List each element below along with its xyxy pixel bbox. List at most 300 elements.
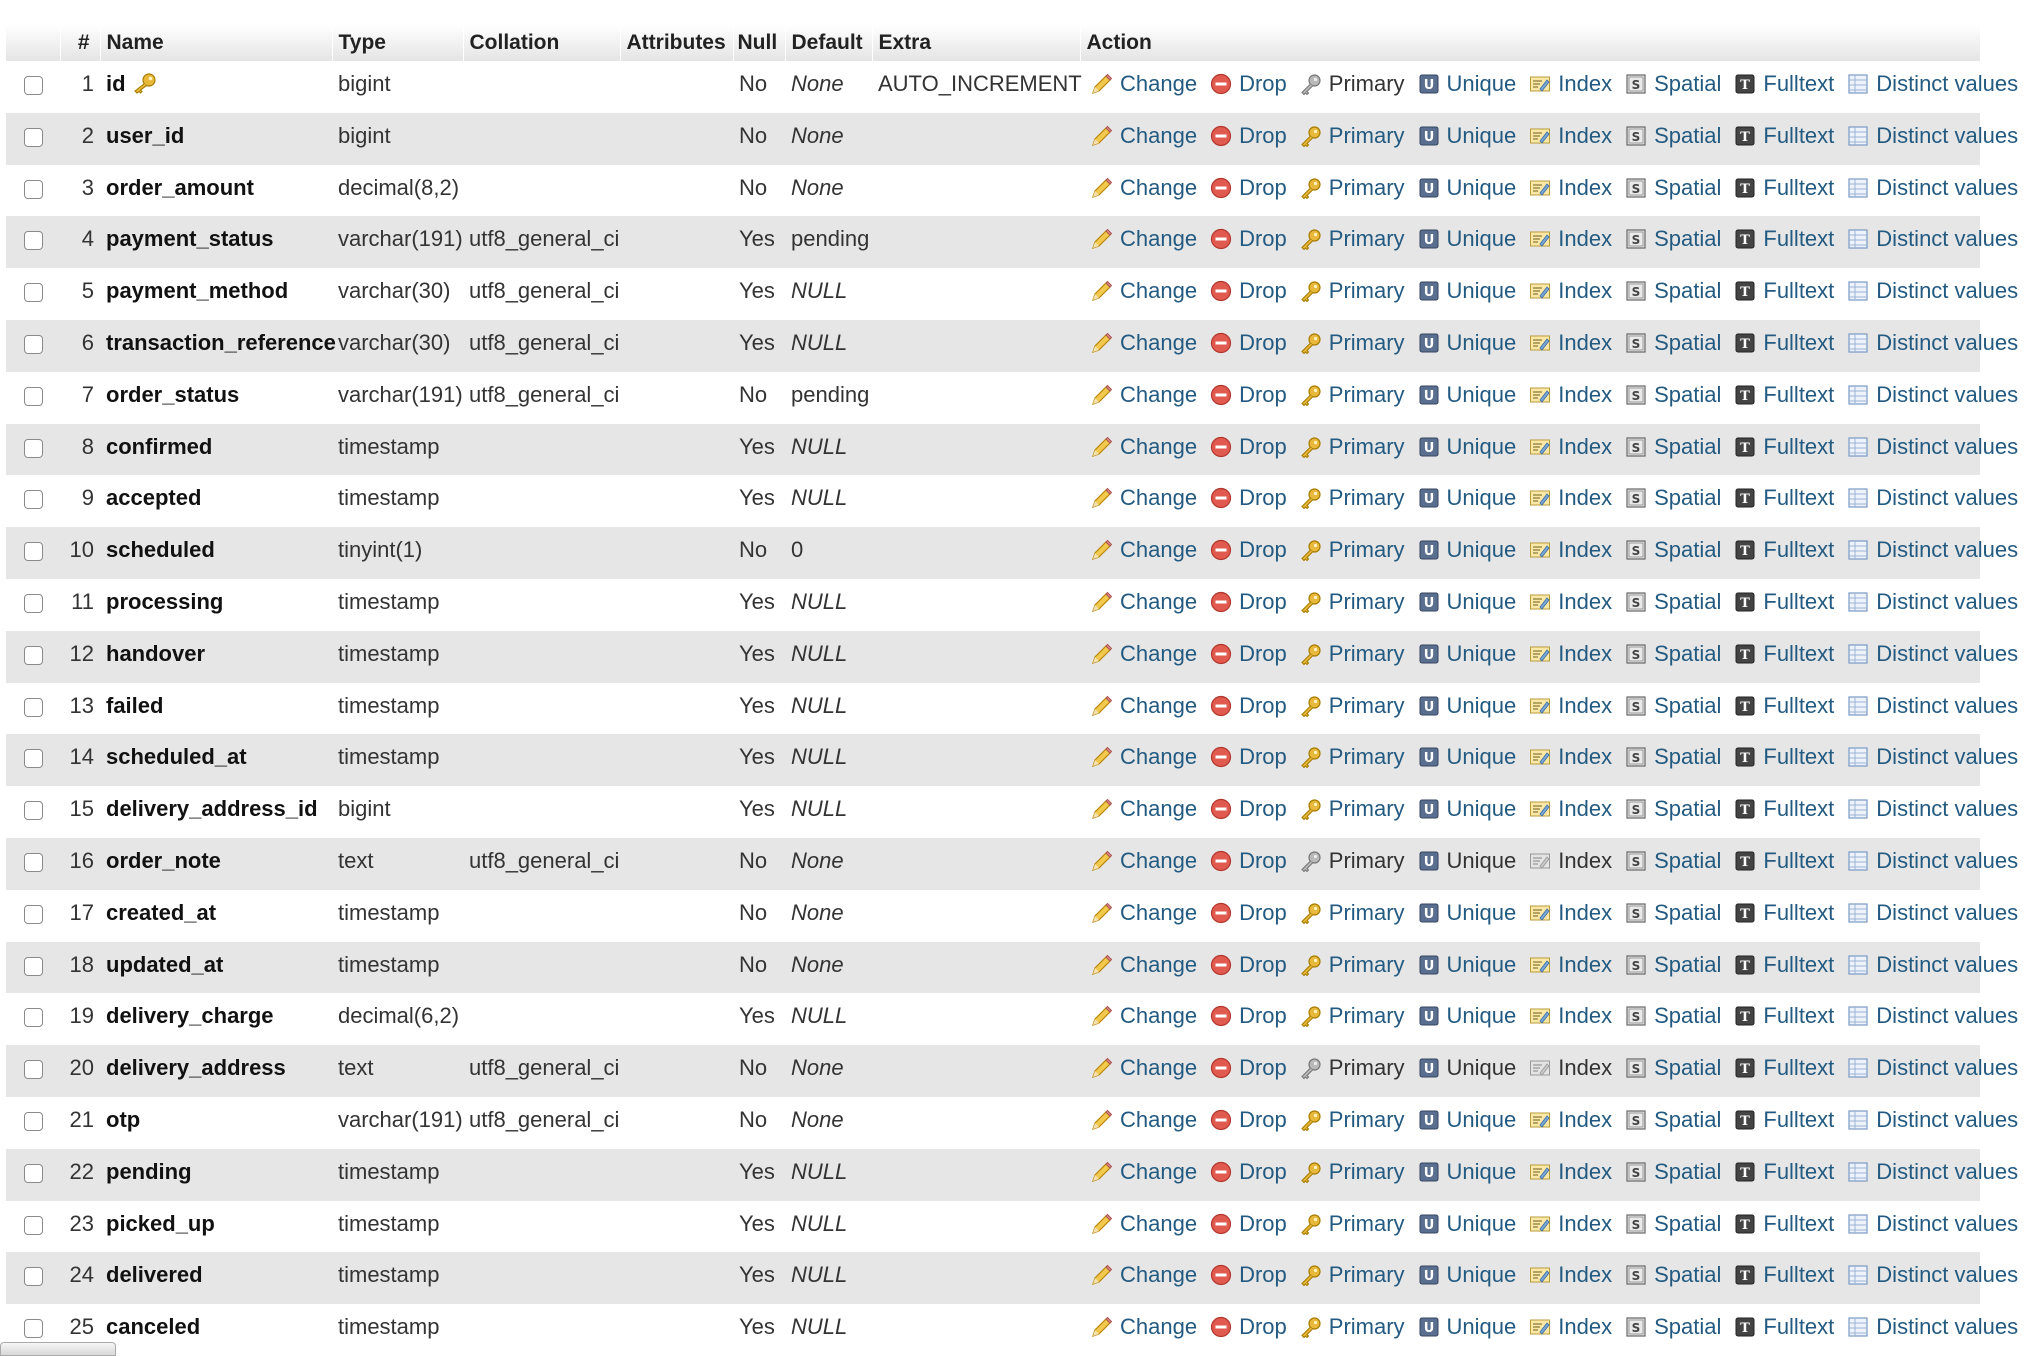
unique-action[interactable]: [1417, 537, 1517, 563]
fulltext-action[interactable]: [1733, 278, 1834, 304]
distinct-action[interactable]: [1846, 641, 2018, 667]
header-attributes[interactable]: Attributes: [620, 25, 733, 61]
spatial-action[interactable]: [1624, 1159, 1721, 1185]
distinct-values-icon: [1846, 435, 1876, 459]
index-action[interactable]: [1528, 1314, 1612, 1340]
column-attributes: [620, 113, 733, 165]
row-checkbox[interactable]: [24, 1112, 43, 1131]
index-action[interactable]: [1528, 589, 1612, 615]
drop-action[interactable]: [1209, 1107, 1287, 1133]
row-checkbox[interactable]: [24, 1060, 43, 1079]
column-attributes: [620, 890, 733, 942]
row-checkbox[interactable]: [24, 1216, 43, 1235]
row-checkbox[interactable]: [24, 698, 43, 717]
fulltext-action[interactable]: [1733, 485, 1834, 511]
distinct-action[interactable]: [1846, 485, 2018, 511]
primary-action[interactable]: [1299, 1262, 1405, 1288]
distinct-action[interactable]: [1846, 1211, 2018, 1237]
drop-icon: [1209, 1160, 1239, 1184]
primary-action[interactable]: [1299, 952, 1405, 978]
change-action[interactable]: [1090, 382, 1197, 408]
drop-action[interactable]: [1209, 1055, 1287, 1081]
svg-text:S: S: [1631, 647, 1641, 662]
fulltext-action[interactable]: [1733, 1107, 1834, 1133]
spatial-icon: [1624, 435, 1654, 459]
drop-action[interactable]: [1209, 1159, 1287, 1185]
distinct-action[interactable]: [1846, 796, 2018, 822]
index-action[interactable]: [1528, 71, 1612, 97]
drop-action[interactable]: [1209, 434, 1287, 460]
row-checkbox[interactable]: [24, 1008, 43, 1027]
drop-action[interactable]: [1209, 848, 1287, 874]
fulltext-action[interactable]: [1733, 848, 1834, 874]
drop-action[interactable]: [1209, 900, 1287, 926]
distinct-action[interactable]: [1846, 278, 2018, 304]
spatial-action[interactable]: [1624, 330, 1721, 356]
column-null: Yes: [739, 433, 775, 459]
primary-action[interactable]: [1299, 485, 1405, 511]
drop-action[interactable]: [1209, 1262, 1287, 1288]
index-action[interactable]: [1528, 744, 1612, 770]
table-row: [6, 1304, 1980, 1356]
unique-action[interactable]: [1417, 1211, 1517, 1237]
change-action[interactable]: [1090, 226, 1197, 252]
index-action[interactable]: [1528, 1159, 1612, 1185]
distinct-values-icon: [1846, 1315, 1876, 1339]
unique-action[interactable]: [1417, 1314, 1517, 1340]
change-label: Change: [1120, 1106, 1198, 1132]
fulltext-action[interactable]: [1733, 226, 1834, 252]
fulltext-action[interactable]: [1733, 900, 1834, 926]
distinct-action[interactable]: [1846, 434, 2018, 460]
pencil-icon: [1090, 1160, 1120, 1184]
change-action[interactable]: [1090, 123, 1197, 149]
primary-label: Primary: [1328, 640, 1405, 666]
primary-action[interactable]: [1299, 796, 1405, 822]
fulltext-action[interactable]: [1733, 796, 1834, 822]
spatial-action[interactable]: [1624, 537, 1721, 563]
change-action[interactable]: [1090, 744, 1197, 770]
spatial-action[interactable]: [1624, 796, 1721, 822]
primary-action[interactable]: [1299, 175, 1405, 201]
spatial-label: Spatial: [1654, 226, 1722, 252]
distinct-action[interactable]: [1846, 382, 2018, 408]
drop-action[interactable]: [1209, 123, 1287, 149]
unique-action[interactable]: [1417, 1003, 1517, 1029]
index-action[interactable]: [1528, 278, 1612, 304]
primary-action[interactable]: [1299, 641, 1405, 667]
spatial-action[interactable]: [1624, 1314, 1721, 1340]
column-name-cell: [100, 1252, 332, 1304]
unique-action[interactable]: [1417, 71, 1517, 97]
row-select-cell: [6, 320, 60, 372]
header-null[interactable]: Null: [733, 25, 785, 61]
row-checkbox[interactable]: [24, 801, 43, 820]
row-checkbox[interactable]: [24, 490, 43, 509]
column-null: No: [739, 174, 768, 200]
fulltext-action[interactable]: [1733, 382, 1834, 408]
fulltext-action[interactable]: [1733, 330, 1834, 356]
column-name-cell: [100, 631, 332, 683]
primary-action[interactable]: [1299, 226, 1405, 252]
row-checkbox[interactable]: [24, 1164, 43, 1183]
svg-text:S: S: [1631, 1217, 1641, 1232]
key-icon: [1299, 72, 1329, 96]
unique-action[interactable]: [1417, 1107, 1517, 1133]
column-extra: [872, 1097, 1080, 1149]
drop-action[interactable]: [1209, 278, 1287, 304]
spatial-action[interactable]: [1624, 744, 1721, 770]
unique-action[interactable]: [1417, 382, 1517, 408]
fulltext-action[interactable]: [1733, 1159, 1834, 1185]
pencil-icon: [1090, 124, 1120, 148]
primary-label: Primary: [1328, 1055, 1405, 1081]
primary-action[interactable]: [1299, 744, 1405, 770]
fulltext-action[interactable]: [1733, 1211, 1834, 1237]
drop-action[interactable]: [1209, 744, 1287, 770]
spatial-action[interactable]: [1624, 485, 1721, 511]
primary-action[interactable]: [1299, 1003, 1405, 1029]
unique-action[interactable]: [1417, 900, 1517, 926]
primary-action[interactable]: [1299, 589, 1405, 615]
drop-action[interactable]: [1209, 175, 1287, 201]
drop-action[interactable]: [1209, 226, 1287, 252]
drop-action[interactable]: [1209, 1003, 1287, 1029]
unique-action[interactable]: [1417, 278, 1517, 304]
unique-action[interactable]: [1417, 1262, 1517, 1288]
distinct-values-icon: [1846, 953, 1876, 977]
change-action[interactable]: [1090, 1314, 1197, 1340]
change-action[interactable]: [1090, 848, 1197, 874]
index-action[interactable]: [1528, 382, 1612, 408]
distinct-action[interactable]: [1846, 693, 2018, 719]
column-default: NULL: [791, 1003, 848, 1029]
table-row: [6, 631, 1980, 683]
drop-action[interactable]: [1209, 537, 1287, 563]
drop-action[interactable]: [1209, 71, 1287, 97]
index-action[interactable]: [1528, 175, 1612, 201]
row-checkbox[interactable]: [24, 1267, 43, 1286]
spatial-icon: [1624, 331, 1654, 355]
spatial-action[interactable]: [1624, 175, 1721, 201]
primary-action[interactable]: [1299, 434, 1405, 460]
header-collation[interactable]: Collation: [463, 25, 620, 61]
spatial-action[interactable]: [1624, 589, 1721, 615]
spatial-action[interactable]: [1624, 1055, 1721, 1081]
spatial-action[interactable]: [1624, 693, 1721, 719]
unique-action[interactable]: [1417, 175, 1517, 201]
unique-action[interactable]: [1417, 952, 1517, 978]
index-action[interactable]: [1528, 1107, 1612, 1133]
index-action[interactable]: [1528, 226, 1612, 252]
spatial-action[interactable]: [1624, 1003, 1721, 1029]
fulltext-action[interactable]: [1733, 71, 1834, 97]
index-action[interactable]: [1528, 693, 1612, 719]
fulltext-action[interactable]: [1733, 641, 1834, 667]
drop-action[interactable]: [1209, 1314, 1287, 1340]
change-action[interactable]: [1090, 589, 1197, 615]
drop-action[interactable]: [1209, 589, 1287, 615]
distinct-label: Distinct values: [1876, 847, 2019, 873]
column-actions: [1080, 165, 2019, 217]
distinct-action[interactable]: [1846, 71, 2018, 97]
fulltext-label: Fulltext: [1763, 329, 1835, 355]
header-row: [6, 25, 1980, 61]
index-label: Index: [1558, 899, 1613, 925]
spatial-action[interactable]: [1624, 382, 1721, 408]
row-checkbox[interactable]: [24, 387, 43, 406]
change-label: Change: [1120, 1314, 1198, 1340]
drop-action[interactable]: [1209, 382, 1287, 408]
change-action[interactable]: [1090, 1262, 1197, 1288]
primary-action[interactable]: [1299, 330, 1405, 356]
distinct-action[interactable]: [1846, 952, 2018, 978]
drop-action[interactable]: [1209, 796, 1287, 822]
row-checkbox[interactable]: [24, 128, 43, 147]
row-checkbox[interactable]: [24, 749, 43, 768]
unique-label: Unique: [1446, 1158, 1517, 1184]
distinct-values-icon: [1846, 1212, 1876, 1236]
console-toggle-button[interactable]: [0, 1342, 116, 1356]
change-action[interactable]: [1090, 434, 1197, 460]
column-null: No: [739, 122, 768, 148]
index-action[interactable]: [1528, 434, 1612, 460]
index-action[interactable]: [1528, 485, 1612, 511]
drop-action[interactable]: [1209, 330, 1287, 356]
index-action[interactable]: [1528, 641, 1612, 667]
primary-action[interactable]: [1299, 900, 1405, 926]
unique-action[interactable]: [1417, 641, 1517, 667]
row-checkbox[interactable]: [24, 335, 43, 354]
column-attributes: [620, 1149, 733, 1201]
distinct-action[interactable]: [1846, 900, 2018, 926]
unique-action[interactable]: [1417, 589, 1517, 615]
unique-action[interactable]: [1417, 123, 1517, 149]
change-action[interactable]: [1090, 796, 1197, 822]
column-null: No: [739, 1055, 768, 1081]
row-checkbox[interactable]: [24, 594, 43, 613]
unique-action[interactable]: [1417, 744, 1517, 770]
change-action[interactable]: [1090, 71, 1197, 97]
pencil-icon: [1090, 1056, 1120, 1080]
column-number: 25: [69, 1314, 94, 1340]
column-name: delivered: [106, 1262, 203, 1288]
pencil-icon: [1090, 538, 1120, 562]
spatial-action[interactable]: [1624, 226, 1721, 252]
fulltext-action[interactable]: [1733, 537, 1834, 563]
index-action[interactable]: [1528, 1211, 1612, 1237]
change-action[interactable]: [1090, 952, 1197, 978]
distinct-action[interactable]: [1846, 1003, 2018, 1029]
row-checkbox[interactable]: [24, 1319, 43, 1338]
column-actions: [1080, 216, 2019, 268]
column-default: NULL: [791, 329, 848, 355]
svg-text:S: S: [1631, 440, 1641, 455]
index-icon: [1528, 279, 1558, 303]
spatial-action[interactable]: [1624, 900, 1721, 926]
svg-text:S: S: [1631, 78, 1641, 92]
distinct-action[interactable]: [1846, 1262, 2018, 1288]
row-checkbox[interactable]: [24, 905, 43, 924]
column-actions: [1080, 683, 2019, 735]
table-row: [6, 475, 1980, 527]
distinct-action[interactable]: [1846, 1159, 2018, 1185]
fulltext-action[interactable]: [1733, 434, 1834, 460]
unique-icon: [1417, 1212, 1447, 1236]
column-collation: [463, 527, 620, 579]
index-action[interactable]: [1528, 330, 1612, 356]
drop-action[interactable]: [1209, 952, 1287, 978]
column-type: text: [338, 847, 374, 873]
change-action[interactable]: [1090, 537, 1197, 563]
primary-action[interactable]: [1299, 1107, 1405, 1133]
change-action[interactable]: [1090, 1159, 1197, 1185]
column-null: Yes: [739, 692, 775, 718]
fulltext-action[interactable]: [1733, 1262, 1834, 1288]
primary-action[interactable]: [1299, 537, 1405, 563]
unique-action[interactable]: [1417, 796, 1517, 822]
index-icon: [1528, 1160, 1558, 1184]
distinct-action[interactable]: [1846, 175, 2018, 201]
change-action[interactable]: [1090, 485, 1197, 511]
primary-action[interactable]: [1299, 278, 1405, 304]
index-action[interactable]: [1528, 952, 1612, 978]
change-action[interactable]: [1090, 278, 1197, 304]
primary-action[interactable]: [1299, 1314, 1405, 1340]
column-actions: [1080, 113, 2019, 165]
change-action[interactable]: [1090, 641, 1197, 667]
row-checkbox[interactable]: [24, 439, 43, 458]
drop-action[interactable]: [1209, 485, 1287, 511]
distinct-label: Distinct values: [1876, 278, 2019, 304]
row-checkbox[interactable]: [24, 283, 43, 302]
spatial-action[interactable]: [1624, 1211, 1721, 1237]
distinct-action[interactable]: [1846, 1055, 2018, 1081]
change-action[interactable]: [1090, 1055, 1197, 1081]
index-action[interactable]: [1528, 900, 1612, 926]
distinct-action[interactable]: [1846, 330, 2018, 356]
header-name[interactable]: Name: [100, 25, 332, 61]
fulltext-action[interactable]: [1733, 1055, 1834, 1081]
row-checkbox[interactable]: [24, 76, 43, 95]
spatial-action[interactable]: [1624, 434, 1721, 460]
spatial-label: Spatial: [1654, 796, 1722, 822]
svg-text:U: U: [1423, 699, 1434, 715]
fulltext-action[interactable]: [1733, 1003, 1834, 1029]
distinct-action[interactable]: [1846, 1314, 2018, 1340]
svg-text:T: T: [1740, 906, 1751, 922]
row-checkbox[interactable]: [24, 542, 43, 561]
change-action[interactable]: [1090, 175, 1197, 201]
unique-label: Unique: [1446, 226, 1517, 252]
row-checkbox[interactable]: [24, 180, 43, 199]
spatial-action[interactable]: [1624, 848, 1721, 874]
spatial-action[interactable]: [1624, 1262, 1721, 1288]
unique-action[interactable]: [1417, 485, 1517, 511]
index-action[interactable]: [1528, 1262, 1612, 1288]
distinct-action[interactable]: [1846, 848, 2018, 874]
row-checkbox[interactable]: [24, 853, 43, 872]
column-attributes: [620, 838, 733, 890]
change-action[interactable]: [1090, 1003, 1197, 1029]
primary-action[interactable]: [1299, 693, 1405, 719]
index-action[interactable]: [1528, 796, 1612, 822]
primary-label: Primary: [1328, 1210, 1405, 1236]
fulltext-action[interactable]: [1733, 1314, 1834, 1340]
index-label: Index: [1558, 640, 1613, 666]
primary-action[interactable]: [1299, 1211, 1405, 1237]
primary-label: Primary: [1328, 847, 1405, 873]
spatial-action[interactable]: [1624, 123, 1721, 149]
fulltext-action[interactable]: [1733, 693, 1834, 719]
change-action[interactable]: [1090, 330, 1197, 356]
distinct-action[interactable]: [1846, 589, 2018, 615]
unique-icon: [1417, 538, 1447, 562]
index-action[interactable]: [1528, 123, 1612, 149]
index-action[interactable]: [1528, 1003, 1612, 1029]
key-icon: [1299, 590, 1329, 614]
distinct-action[interactable]: [1846, 744, 2018, 770]
fulltext-action[interactable]: [1733, 123, 1834, 149]
svg-text:S: S: [1631, 1062, 1641, 1077]
header-default[interactable]: Default: [785, 25, 872, 61]
column-default: None: [791, 174, 844, 200]
unique-label: Unique: [1446, 796, 1517, 822]
row-select-cell: [6, 993, 60, 1045]
change-action[interactable]: [1090, 693, 1197, 719]
change-action[interactable]: [1090, 1211, 1197, 1237]
pencil-icon: [1090, 1108, 1120, 1132]
fulltext-action[interactable]: [1733, 589, 1834, 615]
distinct-action[interactable]: [1846, 1107, 2018, 1133]
change-action[interactable]: [1090, 900, 1197, 926]
unique-action[interactable]: [1417, 693, 1517, 719]
primary-action[interactable]: [1299, 382, 1405, 408]
row-checkbox[interactable]: [24, 231, 43, 250]
header-extra[interactable]: Extra: [872, 25, 1080, 61]
spatial-icon: [1624, 1315, 1654, 1339]
svg-text:T: T: [1740, 388, 1751, 404]
fulltext-action[interactable]: [1733, 744, 1834, 770]
unique-action[interactable]: [1417, 1159, 1517, 1185]
distinct-action[interactable]: [1846, 537, 2018, 563]
row-checkbox[interactable]: [24, 646, 43, 665]
drop-action[interactable]: [1209, 693, 1287, 719]
unique-action[interactable]: [1417, 226, 1517, 252]
change-action[interactable]: [1090, 1107, 1197, 1133]
unique-action[interactable]: [1417, 330, 1517, 356]
unique-action[interactable]: [1417, 434, 1517, 460]
spatial-action[interactable]: [1624, 641, 1721, 667]
distinct-action[interactable]: [1846, 226, 2018, 252]
row-checkbox[interactable]: [24, 957, 43, 976]
spatial-action[interactable]: [1624, 952, 1721, 978]
spatial-action[interactable]: [1624, 1107, 1721, 1133]
spatial-action[interactable]: [1624, 278, 1721, 304]
fulltext-action[interactable]: [1733, 952, 1834, 978]
column-attributes: [620, 734, 733, 786]
index-label: Index: [1558, 174, 1613, 200]
fulltext-action[interactable]: [1733, 175, 1834, 201]
index-action[interactable]: [1528, 537, 1612, 563]
distinct-action[interactable]: [1846, 123, 2018, 149]
header-type[interactable]: Type: [332, 25, 463, 61]
drop-action[interactable]: [1209, 1211, 1287, 1237]
primary-action[interactable]: [1299, 123, 1405, 149]
drop-action[interactable]: [1209, 641, 1287, 667]
primary-action[interactable]: [1299, 1159, 1405, 1185]
spatial-action[interactable]: [1624, 71, 1721, 97]
